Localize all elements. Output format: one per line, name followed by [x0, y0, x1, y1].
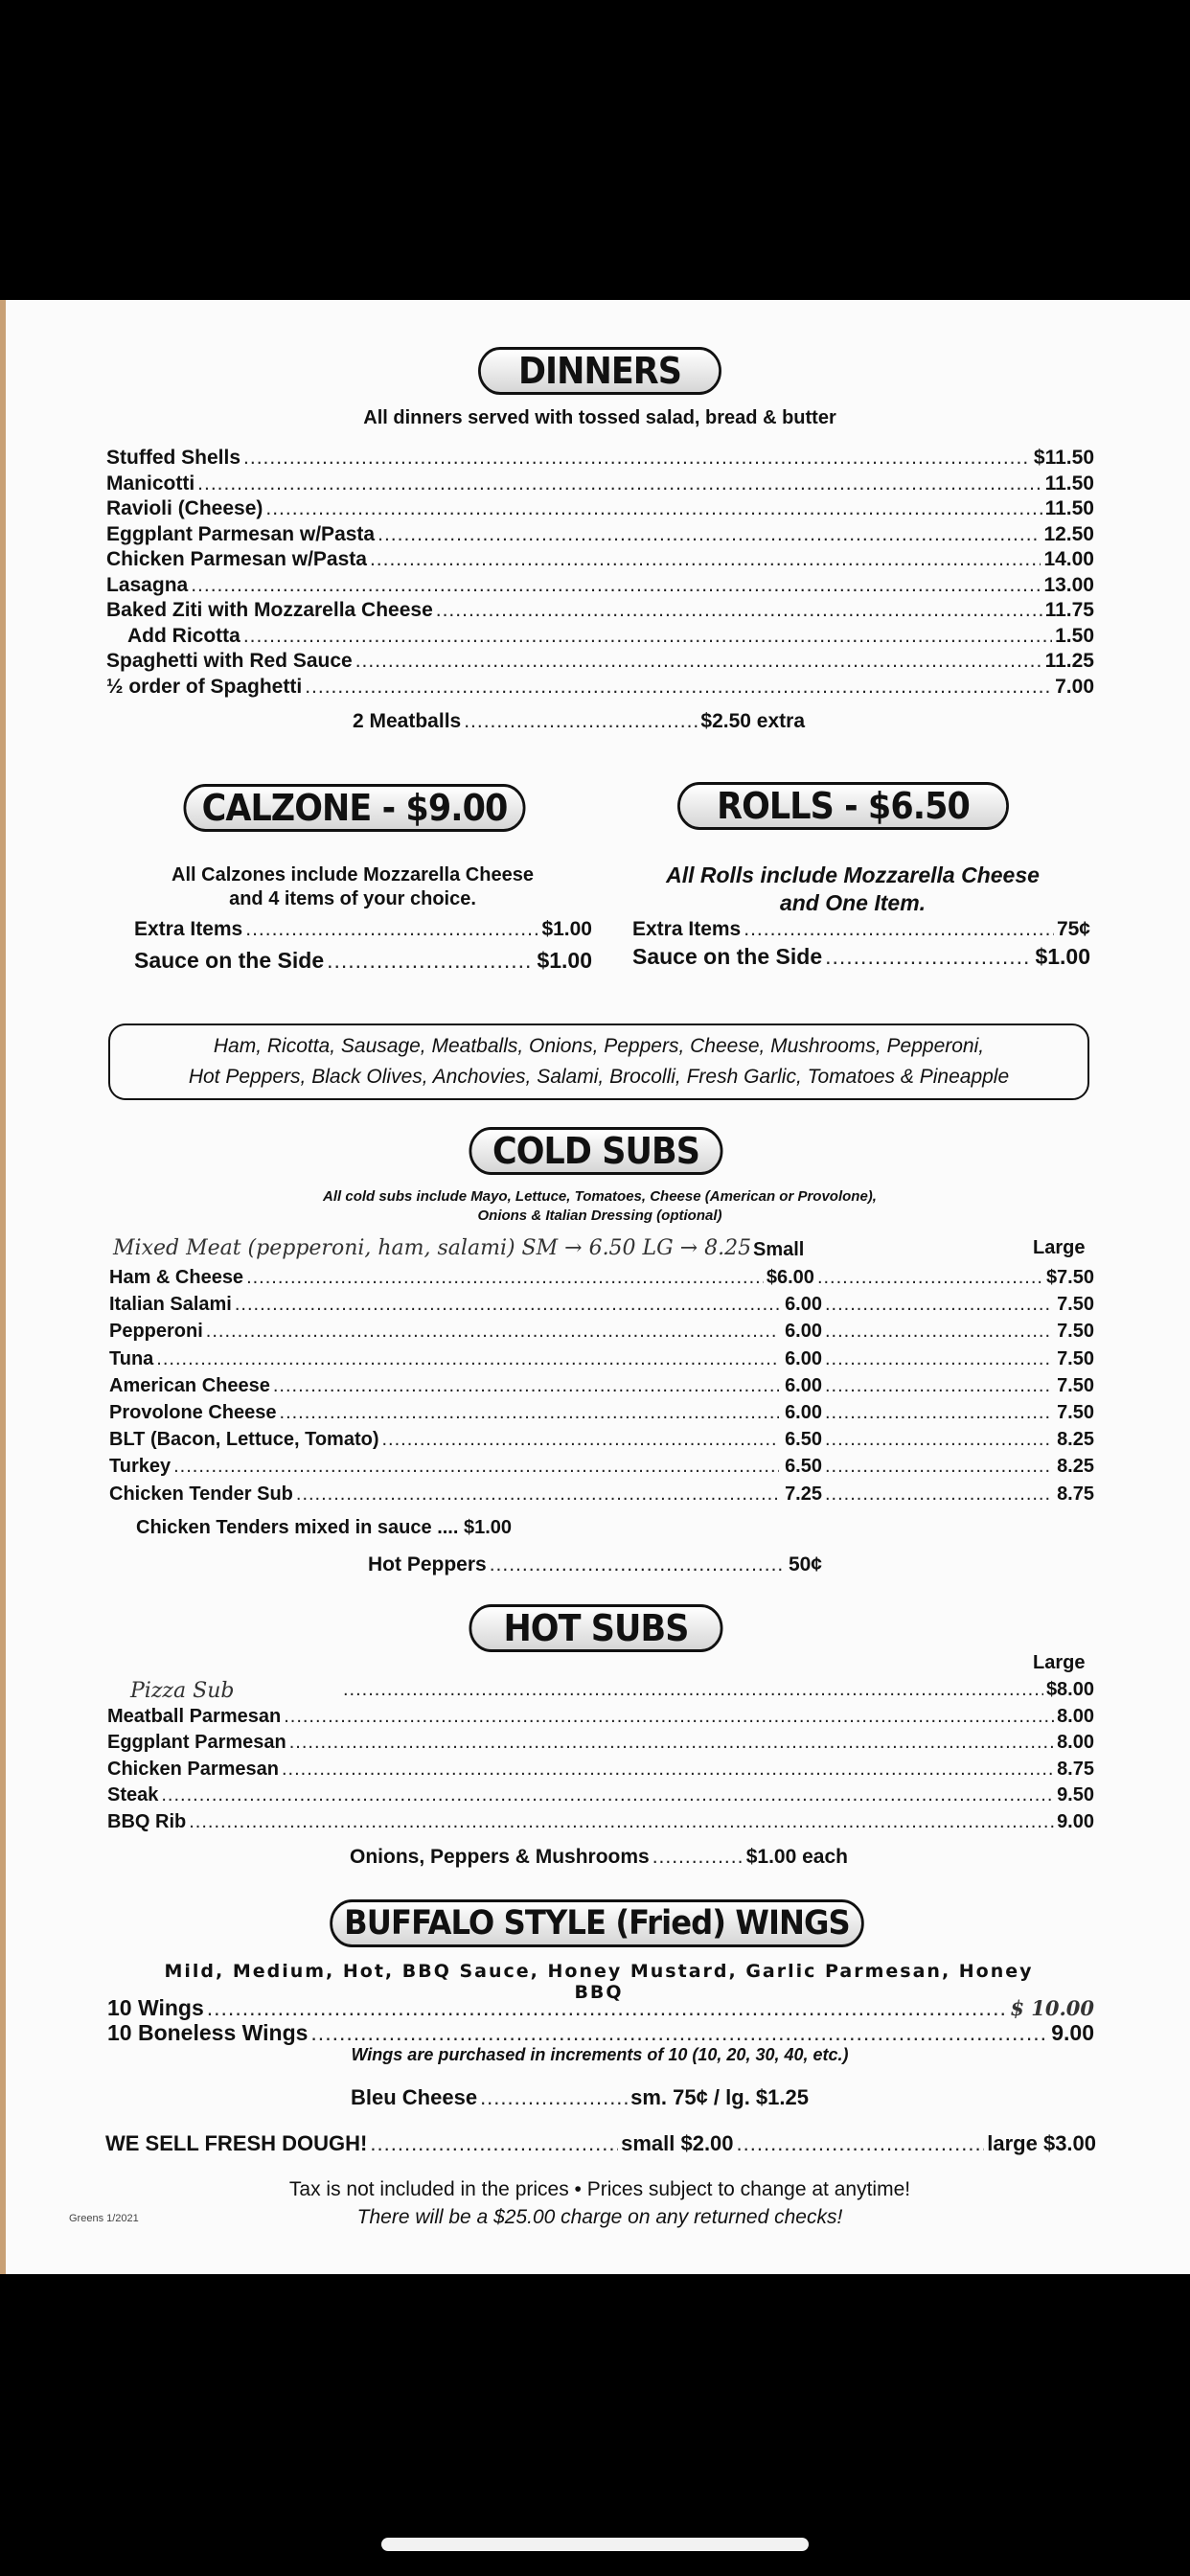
- menu-item-name: American Cheese: [109, 1374, 270, 1396]
- menu-item-name: 10 Boneless Wings: [107, 2020, 309, 2045]
- leader-dots: [825, 944, 1032, 969]
- menu-item-price: $1.00: [537, 948, 592, 973]
- menu-item-price: 8.75: [1057, 1758, 1094, 1780]
- menu-item-name: Chicken Parmesan: [107, 1758, 279, 1780]
- menu-item-name: Sauce on the Side: [632, 944, 823, 969]
- large-price: 7.50: [1057, 1402, 1094, 1423]
- cold-subs-note-2: Onions & Italian Dressing (optional): [477, 1208, 722, 1224]
- footer-checks: There will be a $25.00 charge on any returned checks!: [356, 2206, 843, 2228]
- menu-item-name: Onions, Peppers & Mushrooms: [350, 1846, 650, 1868]
- leader-dots: [381, 1427, 779, 1452]
- wings-title: BUFFALO STYLE (Fried) WINGS: [330, 1899, 864, 1947]
- menu-item-price: $1.00: [541, 918, 592, 940]
- leader-dots: [825, 1346, 1051, 1371]
- leader-dots: [310, 2020, 1048, 2045]
- dinner-item-row: [106, 675, 1094, 700]
- menu-item-price: sm. 75¢ / lg. $1.25: [630, 2085, 809, 2109]
- calzone-desc-2: and 4 items of your choice.: [229, 888, 476, 909]
- hot-sub-row: [107, 1809, 1094, 1834]
- leader-dots: [245, 917, 538, 942]
- menu-item-price: 75¢: [1056, 918, 1090, 940]
- dinner-item-row: [106, 598, 1094, 623]
- large-price: 7.50: [1057, 1321, 1094, 1343]
- leader-dots: [197, 472, 1041, 496]
- menu-item-name: Ham & Cheese: [109, 1267, 244, 1288]
- dinner-item-row: [106, 472, 1094, 496]
- rolls-desc-2: and One Item.: [779, 890, 927, 915]
- leader-dots: [173, 1454, 779, 1479]
- small-price: 6.00: [785, 1402, 822, 1423]
- hot-subs-title: HOT SUBS: [469, 1604, 723, 1652]
- menu-item-price: $1.00: [1035, 944, 1090, 969]
- wings-increments-note: Wings are purchased in increments of 10 (10, 20, 30, 40, etc.): [351, 2045, 849, 2064]
- leader-dots: [191, 573, 1041, 598]
- menu-item-price: 14.00: [1043, 548, 1094, 570]
- toppings-line-2: Hot Peppers, Black Olives, Anchovies, Salami, Brocolli, Fresh Garlic, Tomatoes & Pineapple: [188, 1066, 1010, 1088]
- menu-item-price: 11.50: [1044, 472, 1094, 494]
- leader-dots: [464, 709, 698, 734]
- col-small-header: Small: [753, 1239, 805, 1260]
- cold-sub-row: [109, 1482, 1094, 1506]
- menu-item-price: 13.00: [1043, 573, 1094, 596]
- toppings-box: [108, 1024, 1089, 1100]
- menu-item-name: Tuna: [109, 1347, 154, 1369]
- leader-dots: [378, 522, 1041, 547]
- small-price: 6.00: [785, 1294, 822, 1316]
- small-price: 6.50: [785, 1429, 822, 1451]
- menu-item-name: Provolone Cheese: [109, 1402, 277, 1423]
- dough-large-price: large $3.00: [987, 2131, 1097, 2155]
- menu-item-name: Italian Salami: [109, 1294, 232, 1316]
- small-price: 6.00: [785, 1374, 822, 1396]
- toppings-line-1: Ham, Ricotta, Sausage, Meatballs, Onions, Peppers, Cheese, Mushrooms, Pepperoni,: [213, 1035, 985, 1057]
- rolls-title: ROLLS - $6.50: [677, 782, 1009, 830]
- cold-sub-row: [109, 1373, 1094, 1398]
- leader-dots: [737, 2131, 985, 2156]
- menu-item-name: Extra Items: [134, 918, 243, 940]
- calzone-extra-row: [134, 917, 592, 942]
- leader-dots: [243, 624, 1052, 649]
- menu-item-price: 9.00: [1057, 1811, 1094, 1832]
- leader-dots: [355, 649, 1042, 674]
- large-price: 7.50: [1057, 1294, 1094, 1316]
- dinner-item-row: [106, 522, 1094, 547]
- menu-item-name: Meatball Parmesan: [107, 1705, 282, 1727]
- small-price: 6.00: [785, 1321, 822, 1343]
- menu-item-name: Hot Peppers: [368, 1553, 487, 1576]
- menu-item-name: Baked Ziti with Mozzarella Cheese: [106, 599, 433, 621]
- menu-item-name: Turkey: [109, 1456, 172, 1478]
- leader-dots: [744, 917, 1054, 942]
- leader-dots: [343, 1677, 1043, 1702]
- leader-dots: [156, 1346, 779, 1371]
- leader-dots: [825, 1427, 1051, 1452]
- hot-col-large-header: Large: [1033, 1652, 1086, 1673]
- leader-dots: [825, 1373, 1051, 1398]
- dinner-item-row: [106, 547, 1094, 572]
- hot-peppers-row: [368, 1552, 822, 1577]
- dinner-item-row: [106, 649, 1094, 674]
- dinners-title: DINNERS: [478, 347, 721, 395]
- hot-sub-row: [107, 1782, 1094, 1807]
- wings-row: [107, 1995, 1094, 2020]
- cold-subs-title: COLD SUBS: [469, 1127, 723, 1175]
- leader-dots: [282, 1757, 1054, 1782]
- hot-subs-extras-row: [350, 1845, 848, 1870]
- leader-dots: [480, 2085, 628, 2110]
- cold-sub-row: [109, 1454, 1094, 1479]
- menu-item-name: Chicken Parmesan w/Pasta: [106, 548, 367, 570]
- leader-dots: [825, 1400, 1051, 1425]
- rolls-extra-row: [632, 917, 1090, 942]
- leader-dots: [825, 1292, 1051, 1317]
- menu-item-price: $1.00 each: [745, 1846, 848, 1868]
- menu-item-name: Chicken Tender Sub: [109, 1483, 293, 1505]
- cold-sub-row: [109, 1292, 1094, 1317]
- leader-dots: [327, 948, 534, 973]
- menu-item-name: 10 Wings: [107, 1995, 204, 2020]
- menu-item-name: Eggplant Parmesan: [107, 1732, 286, 1754]
- rolls-sauce-row: [632, 944, 1090, 969]
- menu-item-price: $ 10.00: [1010, 1996, 1094, 2020]
- large-price: $7.50: [1045, 1267, 1094, 1288]
- leader-dots: [370, 547, 1041, 572]
- home-indicator[interactable]: [381, 2538, 809, 2551]
- leader-dots: [289, 1730, 1054, 1755]
- footer-tax: Tax is not included in the prices • Prices subject to change at anytime!: [288, 2178, 911, 2200]
- handwritten-mixed-meat: Mixed Meat (pepperoni, ham, salami) SM → 6.50 LG → 8.25: [113, 1236, 752, 1260]
- menu-item-price: $2.50 extra: [700, 710, 805, 732]
- leader-dots: [280, 1400, 779, 1425]
- leader-dots: [825, 1482, 1051, 1506]
- menu-item-price: 11.25: [1044, 650, 1094, 672]
- hot-sub-row: [107, 1730, 1094, 1755]
- leader-dots: [265, 496, 1041, 521]
- cold-sub-row: [109, 1265, 1094, 1290]
- meatballs-row: [353, 709, 805, 734]
- fresh-dough-row: [105, 2131, 1096, 2156]
- menu-item-price: $11.50: [1033, 447, 1094, 469]
- menu-item-name: BBQ Rib: [107, 1811, 187, 1832]
- leader-dots: [305, 675, 1052, 700]
- menu-item-price: 1.50: [1055, 624, 1094, 647]
- menu-item-name: BLT (Bacon, Lettuce, Tomato): [109, 1429, 379, 1451]
- hot-sub-row: [107, 1704, 1094, 1729]
- rolls-desc-1: All Rolls include Mozzarella Cheese: [666, 862, 1040, 887]
- menu-item-name: Stuffed Shells: [106, 447, 241, 469]
- leader-dots: [436, 598, 1042, 623]
- cold-sub-row: [109, 1346, 1094, 1371]
- leader-dots: [284, 1704, 1054, 1729]
- menu-item-name: Pepperoni: [109, 1321, 203, 1343]
- calzone-sauce-row: [134, 948, 592, 973]
- small-price: 6.50: [785, 1456, 822, 1478]
- menu-item-name: Extra Items: [632, 918, 742, 940]
- leader-dots: [825, 1454, 1051, 1479]
- menu-item-price: 9.00: [1051, 2020, 1094, 2045]
- small-price: $6.00: [766, 1267, 814, 1288]
- footer-code: Greens 1/2021: [69, 2213, 139, 2224]
- cold-sub-row: [109, 1319, 1094, 1344]
- leader-dots: [825, 1319, 1051, 1344]
- menu-item-price: $8.00: [1045, 1679, 1094, 1700]
- dinner-item-row: [106, 446, 1094, 471]
- boneless-wings-row: [107, 2020, 1094, 2045]
- calzone-desc-1: All Calzones include Mozzarella Cheese: [172, 864, 534, 886]
- menu-item-name: Steak: [107, 1784, 159, 1806]
- leader-dots: [652, 1845, 744, 1870]
- leader-dots: [206, 1319, 779, 1344]
- menu-item-name: Lasagna: [106, 573, 189, 596]
- menu-item-name: Spaghetti with Red Sauce: [106, 650, 353, 672]
- hot-sub-row: [107, 1757, 1094, 1782]
- menu-item-name: Eggplant Parmesan w/Pasta: [106, 522, 376, 545]
- leader-dots: [235, 1292, 779, 1317]
- menu-item-name: Manicotti: [106, 472, 195, 494]
- dinner-item-row: [106, 496, 1094, 521]
- menu-item-name: ½ order of Spaghetti: [106, 675, 303, 698]
- pizza-sub-row: [340, 1677, 1094, 1702]
- leader-dots: [296, 1482, 779, 1506]
- cold-sub-row: [109, 1427, 1094, 1452]
- large-price: 7.50: [1057, 1347, 1094, 1369]
- leader-dots: [490, 1552, 786, 1577]
- menu-item-name: Ravioli (Cheese): [106, 497, 263, 519]
- large-price: 8.75: [1057, 1483, 1094, 1505]
- dough-label: WE SELL FRESH DOUGH!: [105, 2131, 368, 2155]
- leader-dots: [207, 1995, 1008, 2020]
- menu-item-price: 8.00: [1057, 1732, 1094, 1754]
- menu-item-price: 50¢: [788, 1553, 822, 1576]
- col-large-header: Large: [1033, 1237, 1086, 1258]
- bleu-cheese-row: [351, 2085, 809, 2110]
- calzone-title: CALZONE - $9.00: [184, 784, 526, 832]
- large-price: 8.25: [1057, 1456, 1094, 1478]
- leader-dots: [243, 446, 1031, 471]
- menu-item-price: 8.00: [1057, 1705, 1094, 1727]
- menu-item-name: 2 Meatballs: [353, 710, 462, 732]
- dinner-item-row: [127, 624, 1094, 649]
- paper-edge: [0, 300, 6, 2274]
- leader-dots: [246, 1265, 764, 1290]
- large-price: 8.25: [1057, 1429, 1094, 1451]
- wings-flavors: Mild, Medium, Hot, BBQ Sauce, Honey Mustard, Garlic Parmesan, Honey BBQ: [164, 1961, 1034, 2003]
- menu-item-name: Sauce on the Side: [134, 948, 325, 973]
- menu-item-name: Bleu Cheese: [351, 2085, 478, 2109]
- menu-item-price: 12.50: [1043, 522, 1094, 545]
- handwritten-pizza-sub: Pizza Sub: [130, 1679, 235, 1703]
- cold-sub-row: [109, 1400, 1094, 1425]
- small-price: 7.25: [785, 1483, 822, 1505]
- cold-subs-note-1: All cold subs include Mayo, Lettuce, Tomatoes, Cheese (American or Provolone),: [323, 1188, 877, 1205]
- dough-small-price: small $2.00: [621, 2131, 734, 2155]
- menu-item-name: Add Ricotta: [127, 624, 240, 647]
- dinners-subtitle: All dinners served with tossed salad, bread & butter: [363, 407, 836, 428]
- leader-dots: [273, 1373, 779, 1398]
- leader-dots: [817, 1265, 1043, 1290]
- menu-item-price: 11.75: [1044, 599, 1094, 621]
- leader-dots: [189, 1809, 1054, 1834]
- menu-item-price: 9.50: [1057, 1784, 1094, 1806]
- large-price: 7.50: [1057, 1374, 1094, 1396]
- small-price: 6.00: [785, 1347, 822, 1369]
- leader-dots: [370, 2131, 618, 2156]
- leader-dots: [161, 1782, 1054, 1807]
- menu-item-price: 11.50: [1044, 497, 1094, 519]
- chicken-tenders-note: Chicken Tenders mixed in sauce .... $1.00: [136, 1517, 513, 1538]
- dinner-item-row: [106, 573, 1094, 598]
- menu-item-price: 7.00: [1055, 675, 1094, 698]
